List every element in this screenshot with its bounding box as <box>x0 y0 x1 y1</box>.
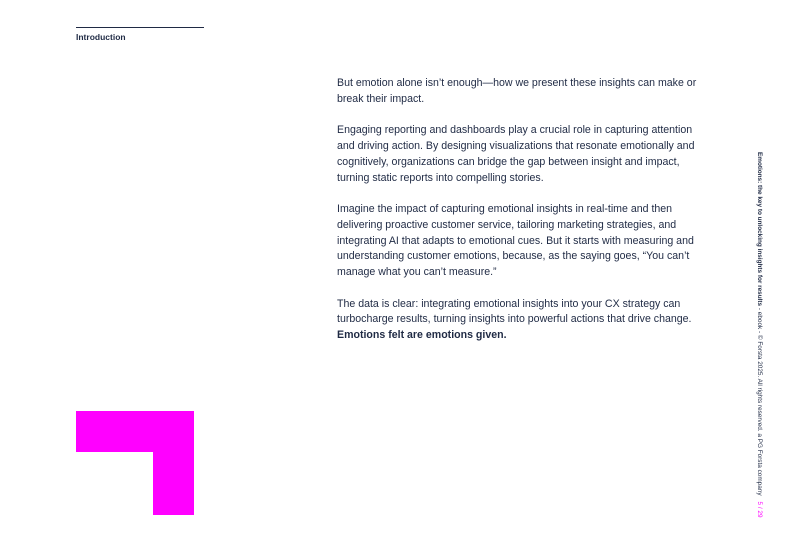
paragraph-3: Imagine the impact of capturing emotional insights in real-time and then delivering proactive customer service, tailoring marketing strategies, and integrating AI that adapts to emotional cues. But it starts with measuring and understanding customer emotions, because, as the saying goes, “You can’t manage what you can’t measure.” <box>337 203 694 279</box>
paragraph-1: But emotion alone isn’t enough—how we present these insights can make or break their impact. <box>337 77 697 105</box>
paragraph-2: Engaging reporting and dashboards play a crucial role in capturing attention and driving action. By designing visualizations that resonate emotionally and cognitively, organizations can bridge the gap between insight and impact, turning static reports into compelling stories. <box>337 124 695 184</box>
page-number: 5 / 29 <box>756 501 763 518</box>
section-label: Introduction <box>76 32 126 42</box>
paragraph-4 <box>337 297 709 344</box>
header-rule <box>76 27 204 28</box>
paragraph-4-emphasis: Emotions felt are emotions given. <box>337 329 507 342</box>
footer-meta: - ebook - © Forsta 2025. All rights reserved. a PG Forsta company <box>756 306 763 496</box>
footer-title: Emotions: the key to unlocking insights for results <box>756 152 763 307</box>
paragraph-4-text: The data is clear: integrating emotional insights into your CX strategy can turbocharge results, turning insights into powerful actions that drive change. <box>337 297 692 326</box>
magenta-corner-shape <box>76 411 194 515</box>
body-text <box>337 76 709 360</box>
vertical-footer <box>754 152 764 542</box>
